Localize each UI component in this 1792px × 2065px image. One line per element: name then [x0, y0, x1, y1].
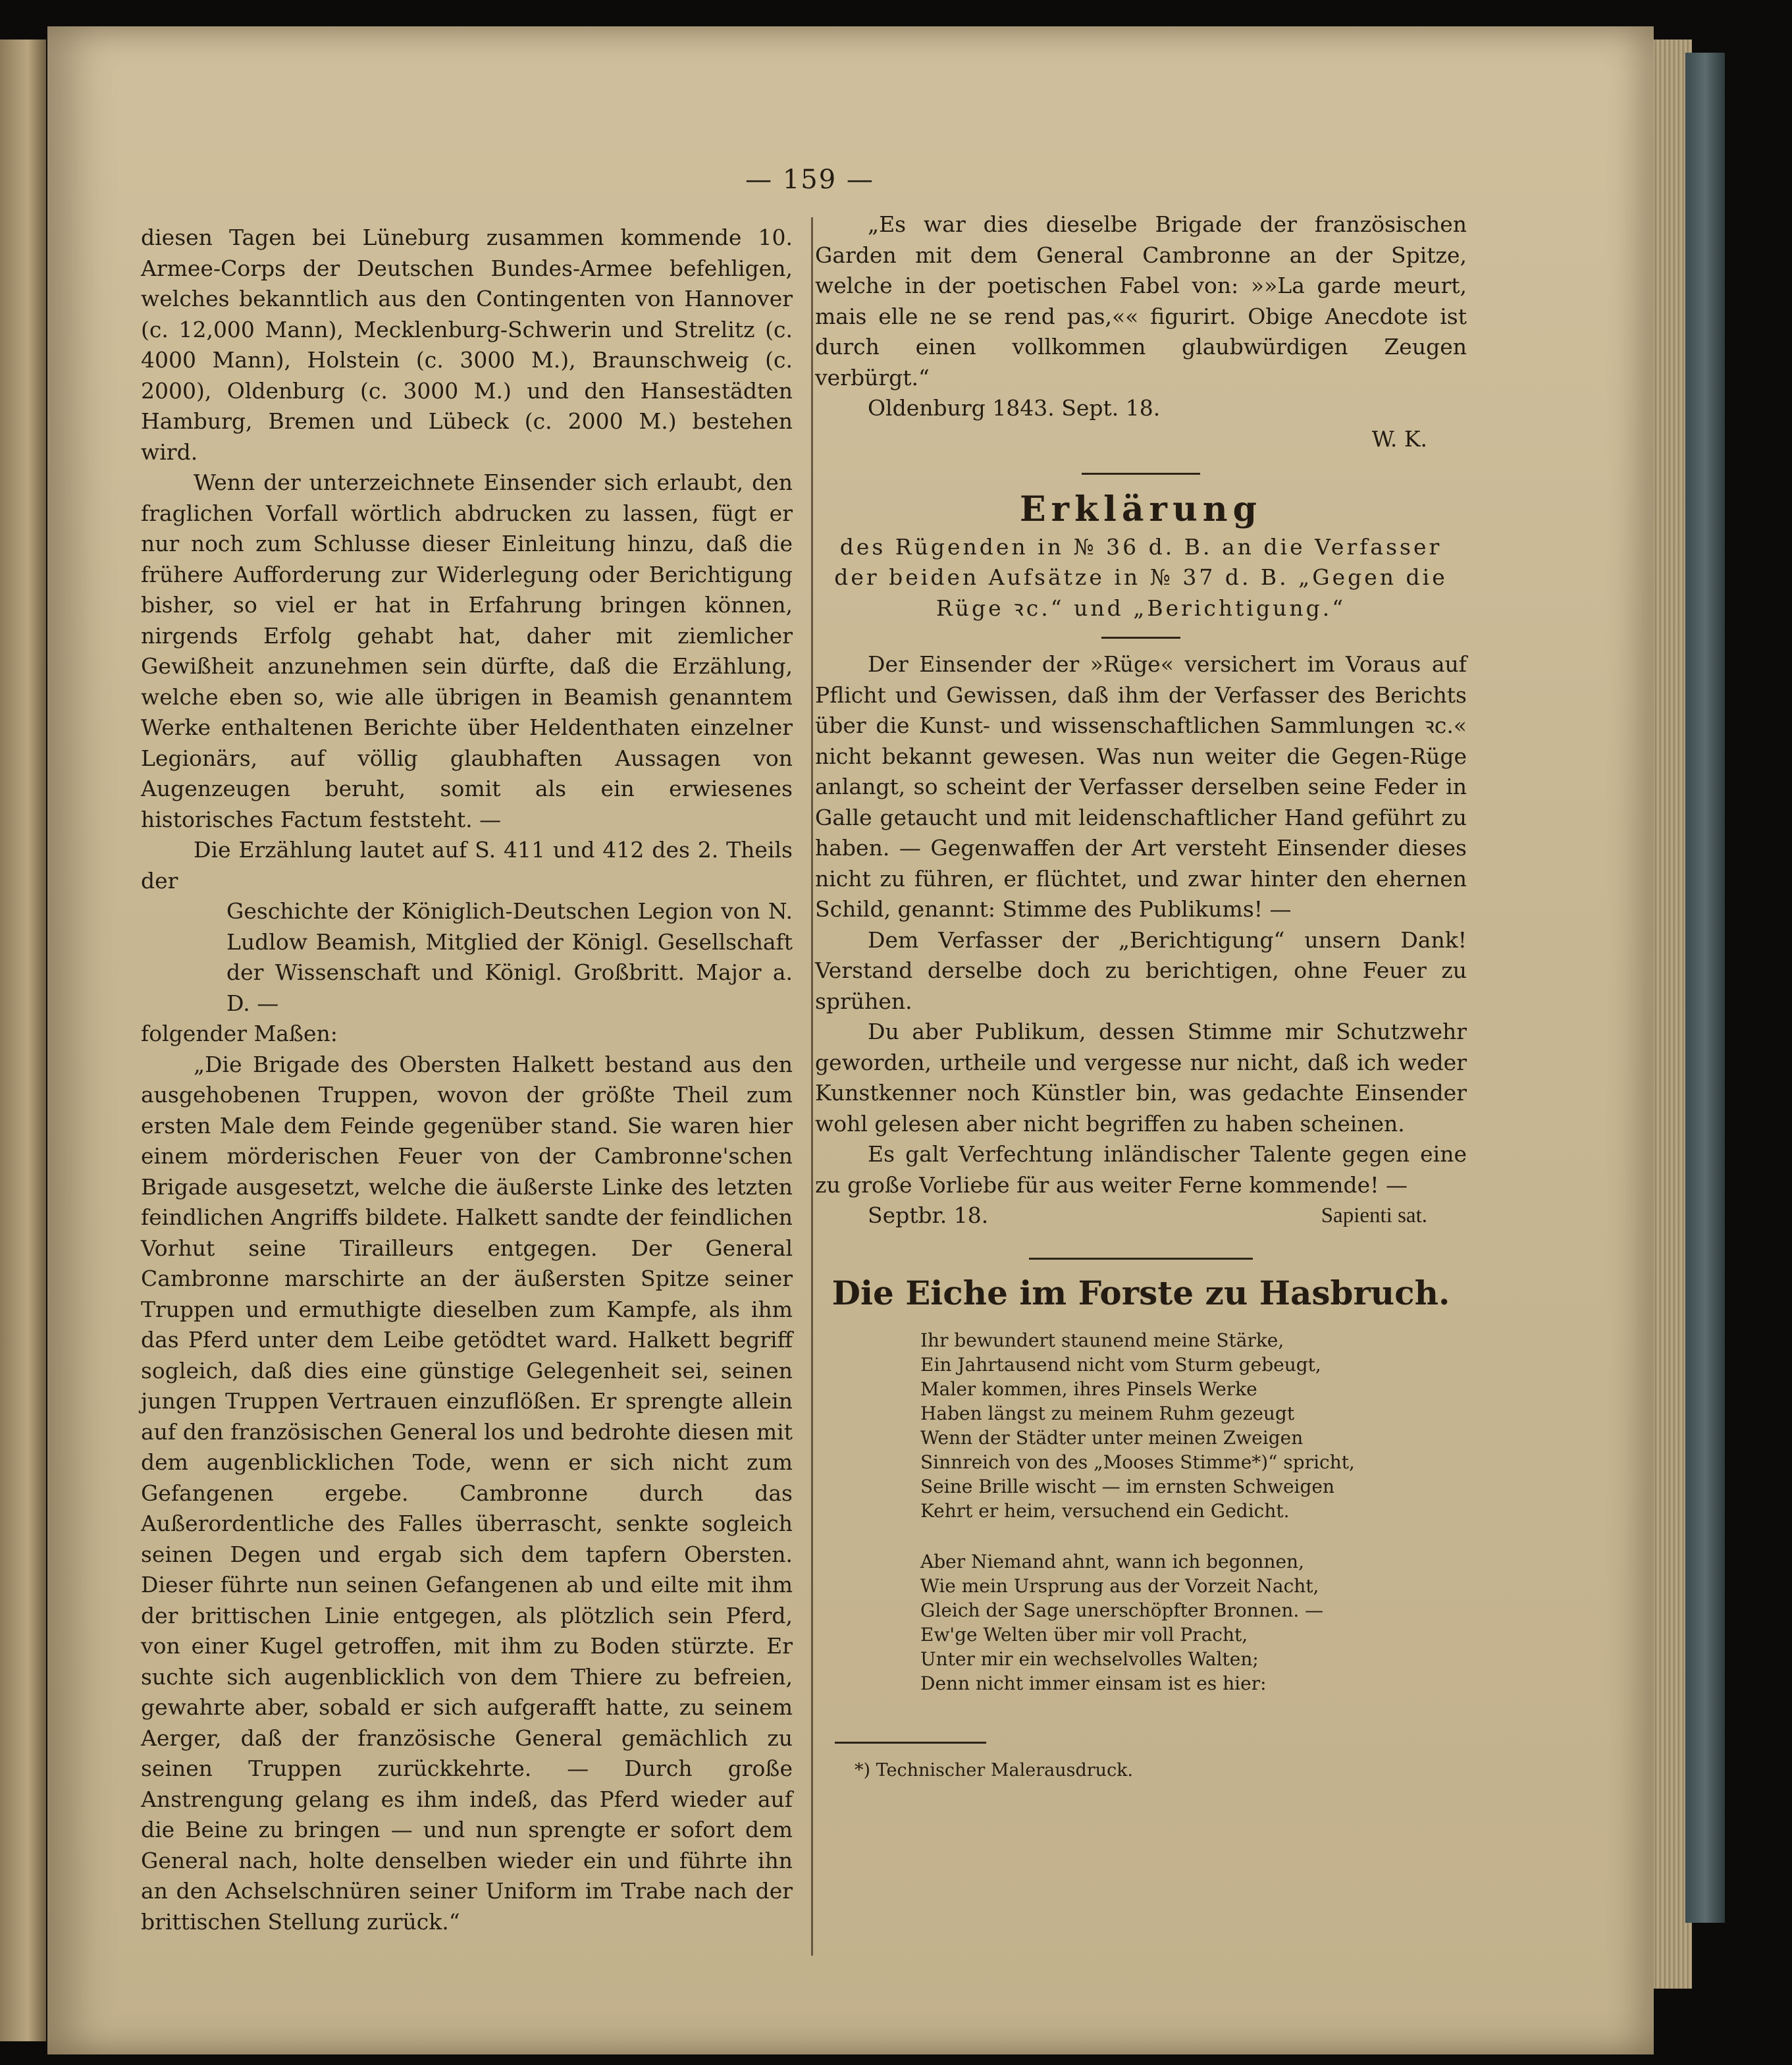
poem-line: Maler kommen, ihres Pinsels Werke — [920, 1378, 1257, 1400]
section-rule-2 — [1101, 637, 1180, 639]
poem-line: Ihr bewundert staunend meine Stärke, — [920, 1329, 1284, 1351]
closing-line — [815, 1200, 1467, 1231]
poem-line: Denn nicht immer einsam ist es hier: — [920, 1673, 1267, 1694]
poem-stanza-2 — [815, 1549, 1467, 1696]
stanza-gap — [815, 1523, 1467, 1549]
signature-wk: W. K. — [1371, 425, 1427, 452]
left-paragraph-3: Die Erzählung lautet auf S. 411 und 412 des 2. Theils der — [141, 837, 793, 894]
section-subheading: des Rügenden in № 36 d. B. an die Verfasser der beiden Aufsätze in № 37 d. B. „Gegen die Rüge ꝛc.“ und „Berichtigung.“ — [834, 533, 1448, 621]
right-paragraph-2: Der Einsender der »Rüge« versichert im Voraus auf Pflicht und Gewissen, daß ihm der Verfasser des Berichts über die Kunst- und wissenschaftlichen Sammlungen ꝛc.« nicht bekannt gewesen. Was nun weiter die Gegen-Rüge anlangt, so scheint der Verfasser derselben seine Feder in Galle getaucht und mit leidenschaftlicher Hand geführt zu haben. — Gegenwaffen der Art versteht Einsender dieses nicht zu führen, er flüchtet, und zwar hinter den ehernen Schild, genannt: Stimme des Publikums! — — [815, 651, 1467, 922]
right-paragraph-5: Es galt Verfechtung inländischer Talente gegen eine zu große Vorliebe für aus weiter Ferne kommende! — — [815, 1141, 1467, 1198]
poem-line: Gleich der Sage unerschöpfter Bronnen. — — [920, 1599, 1324, 1621]
poem-line: Wenn der Städter unter meinen Zweigen — [920, 1427, 1304, 1449]
signature-sapienti: Sapienti sat. — [1321, 1204, 1427, 1227]
poem-line: Unter mir ein wechselvolles Walten; — [920, 1648, 1259, 1670]
right-paragraph-1: „Es war dies dieselbe Brigade der französischen Garden mit dem General Cambronne an der Spitze, welche in der poetischen Fabel von: »»La garde meurt, mais elle ne se rend pas,«« figurirt. Obige Anecdote ist durch einen vollkommen glaubwürdigen Zeugen verbürgt.“ — [815, 211, 1467, 390]
left-paragraph-2: Wenn der unterzeichnete Einsender sich erlaubt, den fraglichen Vorfall wörtlich abdrucken zu lassen, fügt er nur noch zum Schlusse dieser Einleitung hinzu, daß die frühere Aufforderung zur Widerlegung oder Berichtigung bisher, so viel er hat in Erfahrung bringen können, nirgends Erfolg gehabt hat, daher mit ziemlicher Gewißheit anzunehmen sein dürfte, daß die Erzählung, welche eben so, wie alle übrigen in Beamish genanntem Werke enthaltenen Berichte über Heldenthaten einzelner Legionärs, auf völlig glaubhaften Aussagen von Augenzeugen beruht, somit als ein erwiesenes historisches Factum feststeht. — — [141, 469, 793, 832]
poem-line: Aber Niemand ahnt, wann ich begonnen, — [920, 1551, 1304, 1572]
section-heading-erklaerung: Erklärung — [1020, 489, 1262, 529]
poem-line: Ew'ge Welten über mir voll Pracht, — [920, 1624, 1248, 1646]
page-number: — 159 — — [745, 165, 874, 195]
poem-line: Haben längst zu meinem Ruhm gezeugt — [920, 1403, 1295, 1424]
footnote: *) Technischer Malerausdruck. — [855, 1760, 1134, 1781]
poem-stanza-1 — [815, 1328, 1467, 1523]
closing-date: Septbr. 18. — [868, 1202, 989, 1228]
column-divider — [811, 217, 813, 1956]
poem-line: Sinnreich von des „Mooses Stimme*)“ spricht, — [920, 1451, 1355, 1473]
left-paragraph-5: folgender Maßen: — [141, 1021, 338, 1046]
section-rule-3 — [1029, 1258, 1253, 1260]
quoted-narrative: „Die Brigade des Obersten Halkett bestand aus den ausgehobenen Truppen, wovon der größte Theil zum ersten Male dem Feinde gegenüber stand. Sie waren hier einem mörderischen Feuer von der Cambronne'schen Brigade ausgesetzt, welche die äußerste Linke des letzten feindlichen Angriffs bildete. Halkett sandte der feindlichen Vorhut seine Tirailleurs entgegen. Der General Cambronne marschirte an der äußersten Spitze seiner Truppen und ermuthigte dieselben zum Kampfe, als ihm das Pferd unter dem Leibe getödtet ward. Halkett begriff sogleich, daß dies eine günstige Gelegenheit sei, seinen jungen Truppen Vertrauen einzuflößen. Er sprengte allein auf den französischen General los und bedrohte diesen mit dem augenblicklichen Tode, wenn er sich nicht zum Gefangenen ergebe. Cambronne durch das Außerordentliche des Falles überrascht, senkte sogleich seinen Degen und ergab sich dem tapfern Obersten. Dieser führte nun seinen Gefangenen ab und eilte mit ihm der brittischen Linie entgegen, als plötzlich sein Pferd, von einer Kugel getroffen, mit ihm zu Boden stürzte. Er suchte sich augenblicklich von dem Thiere zu befreien, gewahrte aber, sobald er sich aufgerafft hatte, zu seinem Aerger, daß der französische General gemächlich zu seinen Truppen zurückkehrte. — Durch große Anstrengung gelang es ihm indeß, das Pferd wieder auf die Beine zu bringen — und nun sprengte er sofort dem General nach, holte denselben wieder ein und führte ihn an den Achselschnüren seiner Uniform im Trabe nach der brittischen Stellung zurück.“ — [141, 1051, 793, 1935]
right-paragraph-3: Dem Verfasser der „Berichtigung“ unsern Dank! Verstand derselbe doch zu berichtigen, ohne Feuer zu sprühen. — [815, 926, 1467, 1014]
book-cover-edge — [1685, 53, 1725, 1923]
poem-line: Wie mein Ursprung aus der Vorzeit Nacht, — [920, 1575, 1319, 1597]
poem-line: Seine Brille wischt — im ernsten Schweigen — [920, 1476, 1335, 1497]
right-paragraph-4: Du aber Publikum, dessen Stimme mir Schutzwehr geworden, urtheile und vergesse nur nicht, daß ich weder Kunstkenner noch Künstler bin, was gedachte Einsender wohl gelesen aber nicht begriffen zu haben scheinen. — [815, 1019, 1467, 1137]
left-page-edge — [0, 40, 46, 2041]
left-column — [141, 223, 793, 1937]
place-date-line: Oldenburg 1843. Sept. 18. — [868, 395, 1161, 421]
left-paragraph-1: diesen Tagen bei Lüneburg zusammen kommende 10. Armee-Corps der Deutschen Bundes-Armee befehligen, welches bekanntlich aus den Contingenten von Hannover (c. 12,000 Mann), Mecklenburg-Schwerin und Strelitz (c. 4000 Mann), Holstein (c. 3000 M.), Braunschweig (c. 2000), Oldenburg (c. 3000 M.) und den Hansestädten Hamburg, Bremen und Lübeck (c. 2000 M.) bestehen wird. — [141, 225, 793, 465]
book-citation: Geschichte der Königlich-Deutschen Legion von N. Ludlow Beamish, Mitglied der Königl. Gesellschaft der Wissenschaft und Königl. Großbritt. Major a. D. — — [226, 898, 793, 1016]
poem-line: Ein Jahrtausend nicht vom Sturm gebeugt, — [920, 1354, 1321, 1376]
poem-title: Die Eiche im Forste zu Hasbruch. — [831, 1273, 1450, 1312]
section-rule-1 — [1082, 473, 1200, 475]
poem-line: Kehrt er heim, versuchend ein Gedicht. — [920, 1500, 1290, 1522]
right-column — [815, 209, 1467, 1786]
footnote-rule — [835, 1742, 986, 1744]
